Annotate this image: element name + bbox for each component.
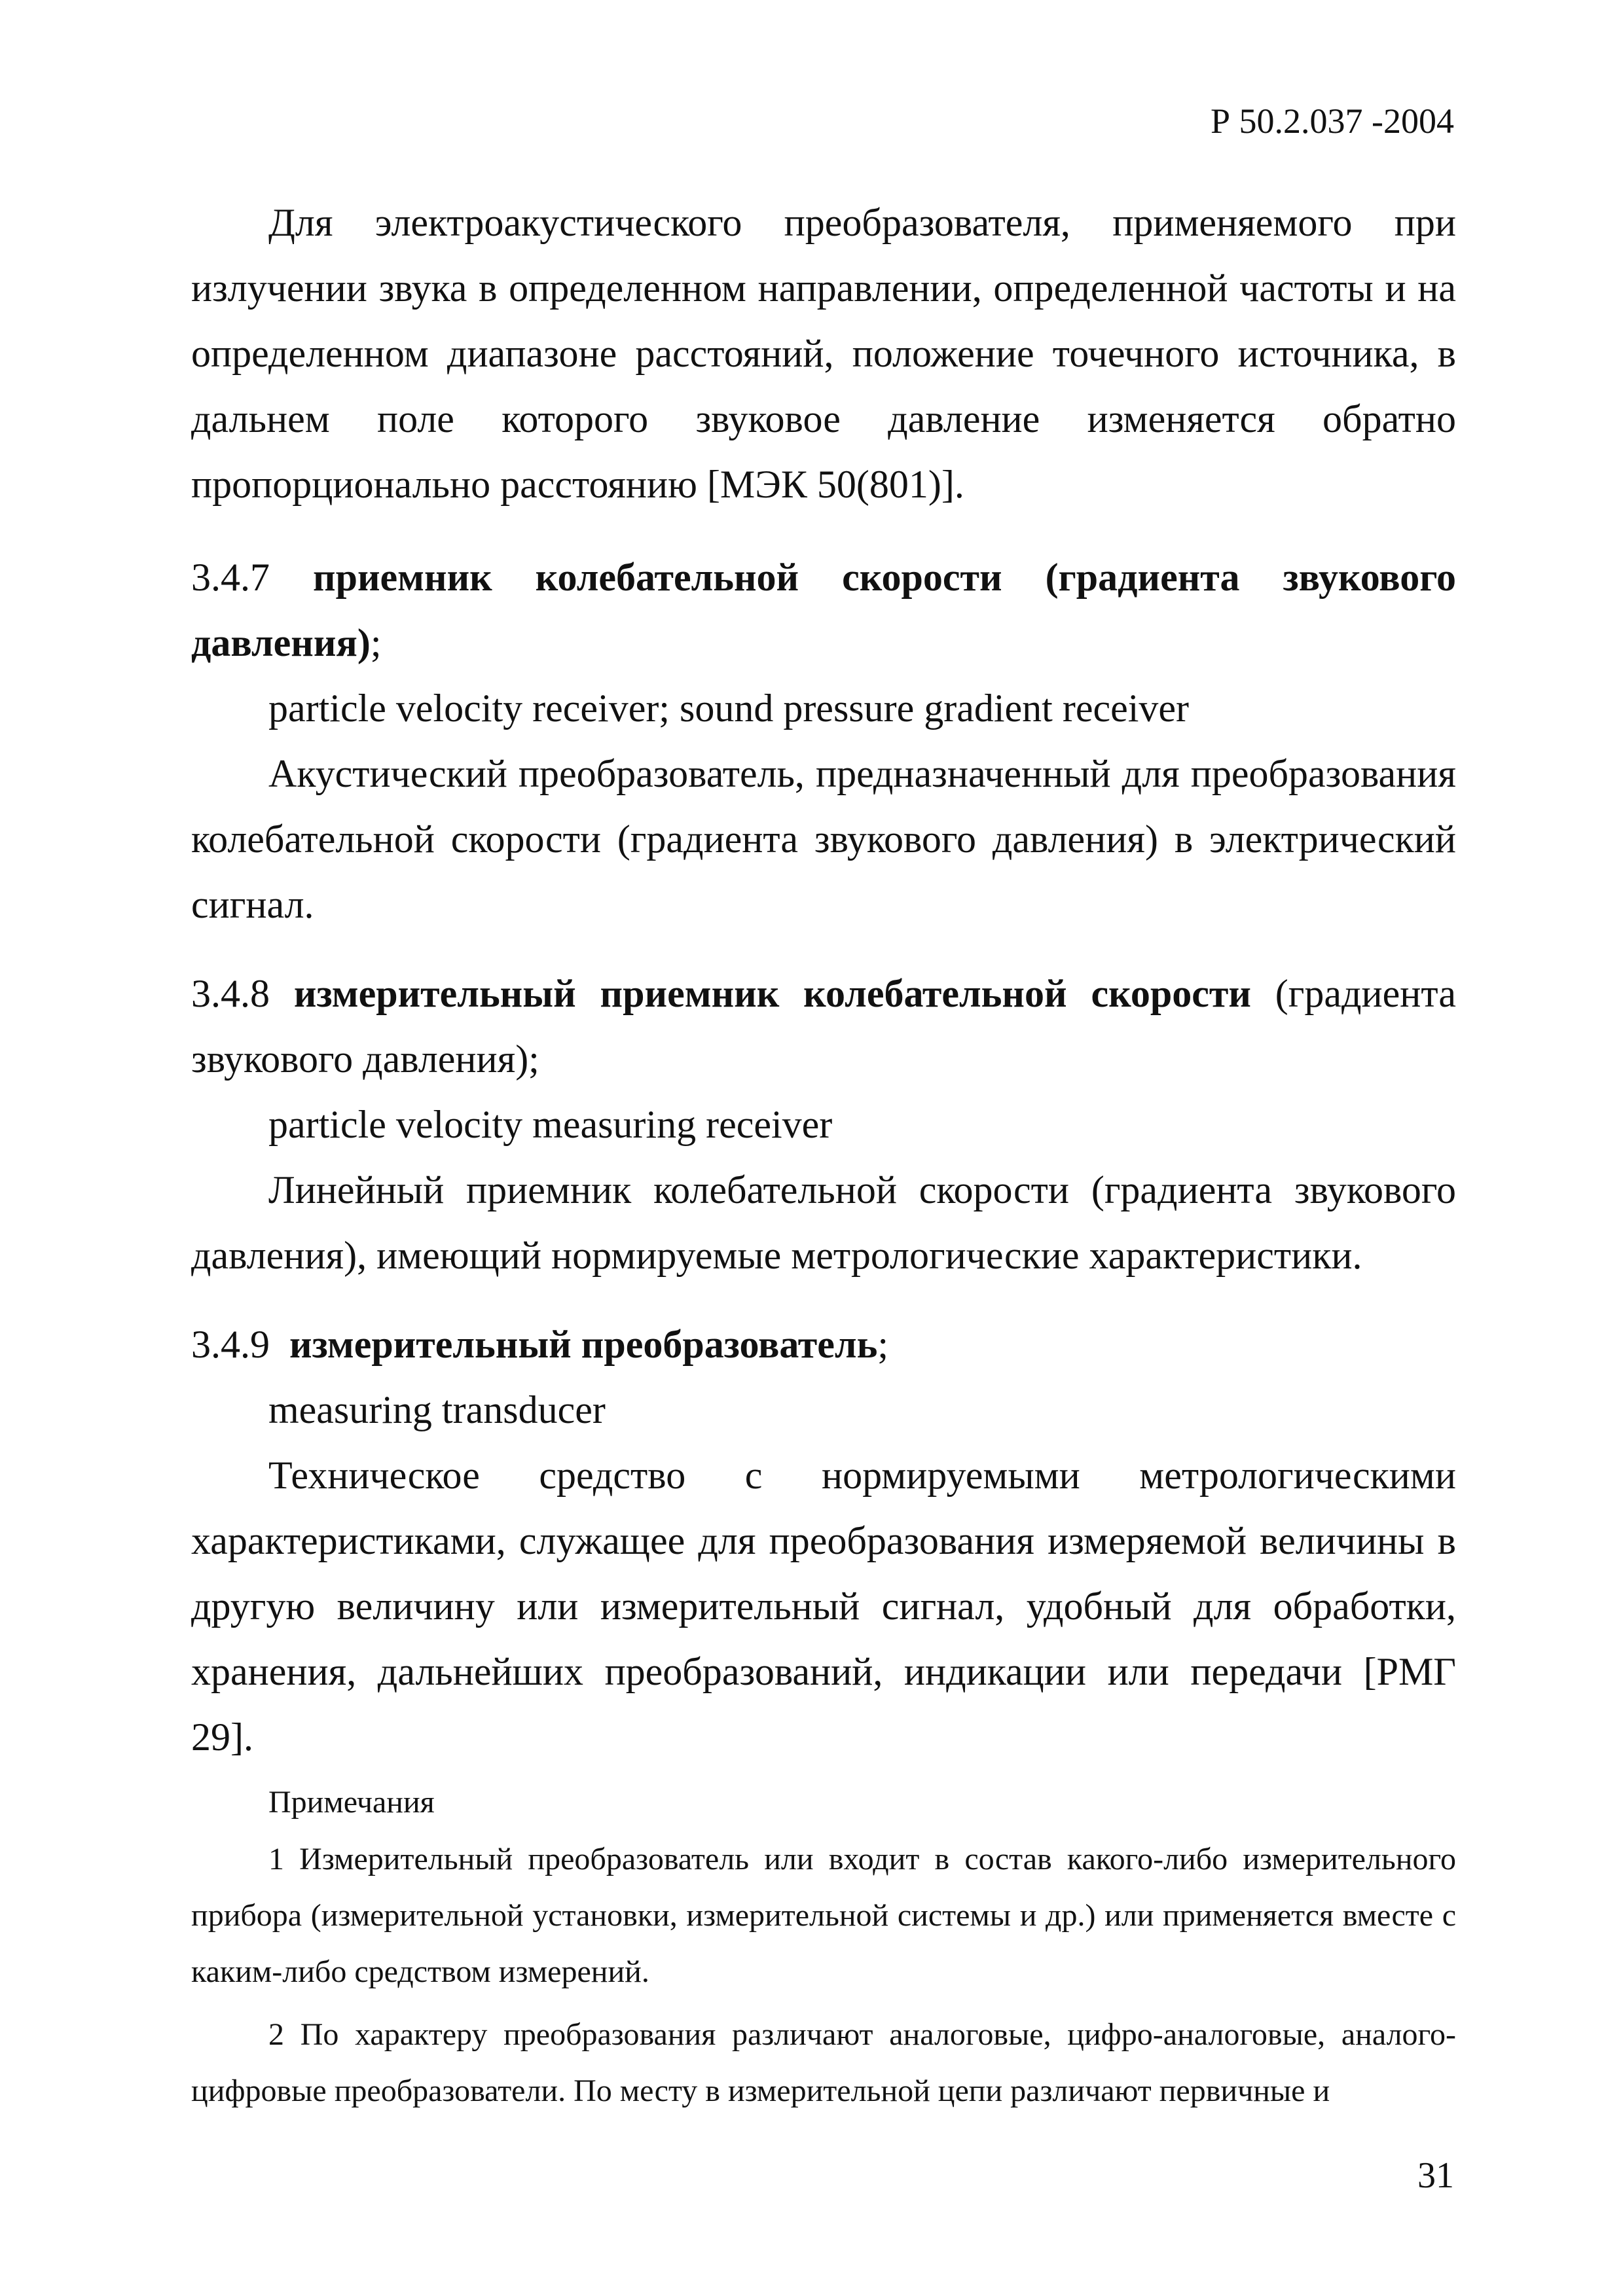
term-3-4-8-heading [191,961,1456,1092]
term-title: измерительный преобразователь [289,1323,878,1366]
note-1: 1 Измерительный преобразователь или входит в состав какого-либо измерительного прибора (измерительной установки, измерительной системы и др.) или применяется вместе с каким-либо средством измерений. [191,1842,1456,1989]
term-number: 3.4.8 [191,972,270,1015]
note-2: 2 По характеру преобразования различают аналоговые, цифро-аналоговые, аналого-цифровые преобразователи. По месту в измерительной цепи различают первичные и [191,2017,1456,2108]
term-3-4-9-definition: Техническое средство с нормируемыми метрологическими характеристиками, служащее для преобразования измеряемой величины в другую величину или измерительный сигнал, удобный для обработки, хранения, дальнейших преобразований, индикации или передачи [РМГ 29]. [191,1454,1456,1759]
term-3-4-7-english: particle velocity receiver; sound pressure gradient receiver [268,687,1189,730]
term-3-4-9-heading [191,1312,1456,1377]
term-3-4-7-heading [191,545,1456,675]
notes-title: Примечания [268,1785,435,1820]
spacer [191,937,1456,961]
term-3-4-9-english: measuring transducer [268,1388,606,1431]
term-3-4-8-english: particle velocity measuring receiver [268,1103,833,1146]
spacer [191,2000,1456,2007]
term-number: 3.4.9 [191,1323,270,1366]
spacer [191,1770,1456,1772]
term-suffix: (градиента звукового давления); [191,972,1456,1081]
term-title: приемник колебательной скорости (градиента звукового давления) [191,556,1457,664]
spacer [191,1288,1456,1312]
continuation-paragraph: Для электроакустического преобразователя, применяемого при излучении звука в определенном направлении, определенной частоты и на определенном диапазоне расстояний, положение точечного источника, в дальнем поле которого звуковое давление изменяется обратно пропорционально расстоянию [МЭК 50(801)]. [191,201,1456,506]
document-code: Р 50.2.037 -2004 [1210,101,1454,141]
spacer [191,517,1456,545]
term-number: 3.4.7 [191,556,270,599]
page-number: 31 [1417,2155,1454,2196]
term-suffix: ; [877,1323,888,1366]
term-3-4-7-definition: Акустический преобразователь, предназначенный для преобразования колебательной скорости (градиента звукового давления) в электрический сигнал. [191,752,1456,926]
term-title: измерительный приемник колебательной скорости [293,972,1251,1015]
document-body [191,190,1456,2119]
term-suffix: ; [370,621,382,664]
term-3-4-8-definition: Линейный приемник колебательной скорости (градиента звукового давления), имеющий нормируемые метрологические характеристики. [191,1168,1456,1277]
